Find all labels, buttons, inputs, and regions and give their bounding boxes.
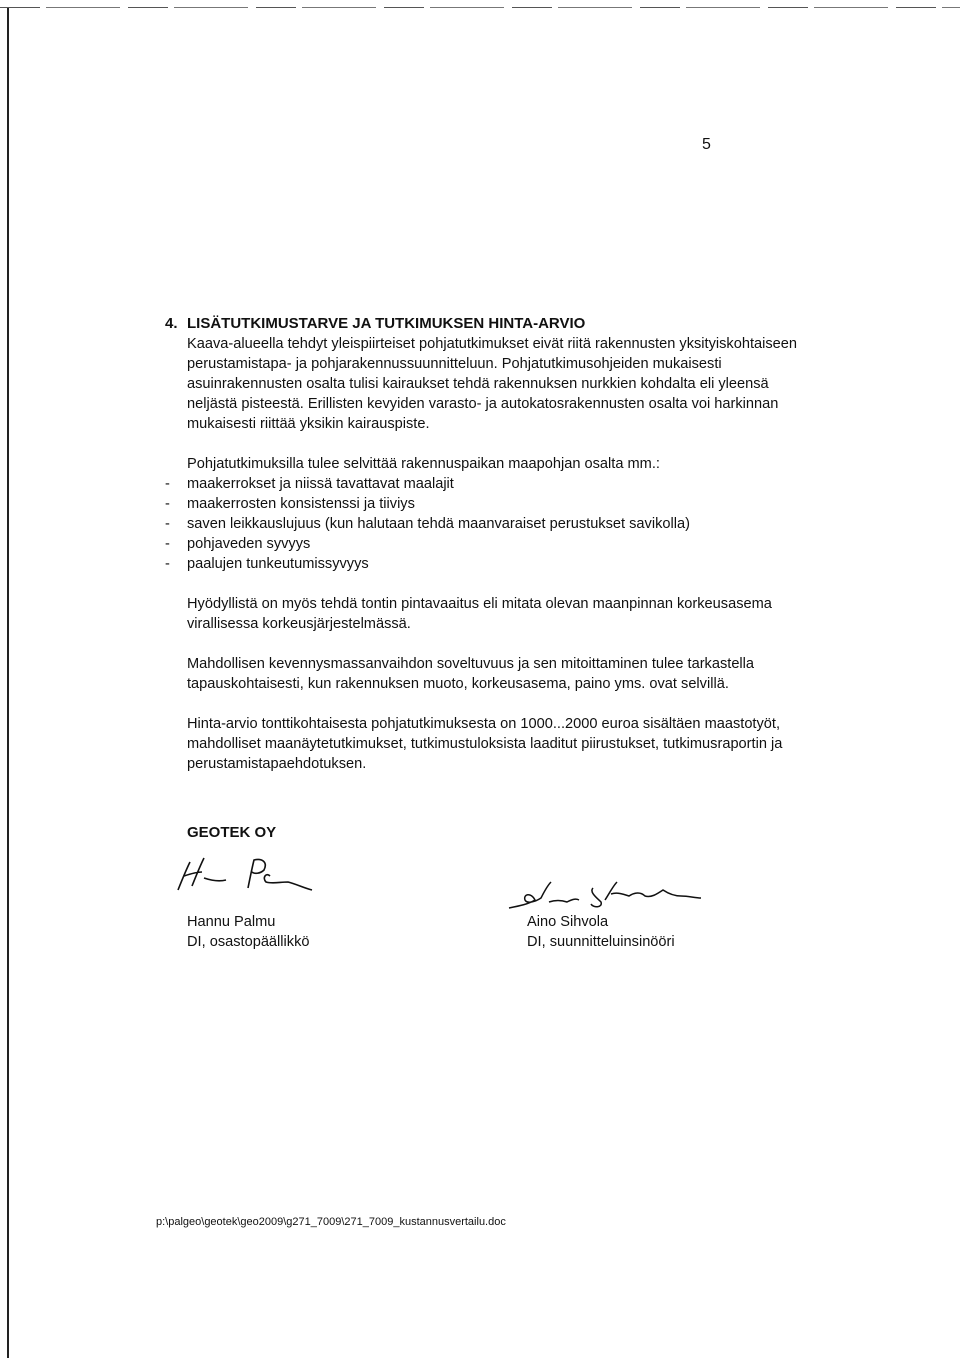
- price-estimate-paragraph: [165, 714, 845, 774]
- list-item-text: maakerrosten konsistenssi ja tiiviys: [187, 496, 415, 512]
- section-heading: [165, 314, 845, 334]
- signature-right: [505, 878, 705, 914]
- intro-line: mukaisesti riittää yksikin kairauspiste.: [187, 416, 430, 432]
- paragraph-line: mahdolliset maanäytetutkimukset, tutkimustuloksista laaditut piirustukset, tutkimusraportin ja: [187, 736, 783, 752]
- intro-line: neljästä pisteestä. Erillisten kevyiden varasto- ja autokatosrakennusten osalta voi harkinnan: [187, 396, 779, 412]
- list-item-text: saven leikkauslujuus (kun halutaan tehdä maanvaraiset perustukset savikolla): [187, 516, 690, 532]
- list-item-text: maakerrokset ja niissä tavattavat maalajit: [187, 476, 454, 492]
- paragraph-line: Mahdollisen kevennysmassanvaihdon soveltuvuus ja sen mitoittaminen tulee tarkastella: [187, 656, 755, 672]
- signature-left: [170, 852, 320, 900]
- lightweight-fill-paragraph: [165, 654, 845, 694]
- list-dash: -: [165, 476, 170, 492]
- list-item: [165, 514, 845, 534]
- list-item: [165, 474, 845, 494]
- document-body: [165, 314, 845, 774]
- list-item: [165, 554, 845, 574]
- intro-line: perustamistapa- ja pohjarakennussuunnitteluun. Pohjatutkimusohjeiden mukaisesti: [187, 356, 722, 372]
- intro-line: Kaava-alueella tehdyt yleispiirteiset pohjatutkimukset eivät riitä rakennusten yksityiskohtaiseen: [187, 336, 798, 352]
- company-name: GEOTEK OY: [187, 824, 277, 841]
- signatory-title: DI, osastopäällikkö: [187, 934, 310, 950]
- requirements-intro: Pohjatutkimuksilla tulee selvittää rakennuspaikan maapohjan osalta mm.:: [187, 456, 660, 472]
- paragraph-line: Hinta-arvio tonttikohtaisesta pohjatutkimuksesta on 1000...2000 euroa sisältäen maastotyöt,: [187, 716, 781, 732]
- signatory-name: Aino Sihvola: [527, 914, 609, 930]
- list-item: [165, 494, 845, 514]
- paragraph-line: virallisessa korkeusjärjestelmässä.: [187, 616, 411, 632]
- intro-line: asuinrakennusten osalta tulisi kairaukset tehdä rakennuksen nurkkien kohdalta eli yleensä: [187, 376, 769, 392]
- list-dash: -: [165, 516, 170, 532]
- list-item: [165, 534, 845, 554]
- requirements-list: [165, 474, 845, 574]
- section-number: 4.: [165, 315, 178, 332]
- elevation-paragraph: [165, 594, 845, 634]
- list-item-text: paalujen tunkeutumissyvyys: [187, 556, 369, 572]
- list-dash: -: [165, 556, 170, 572]
- signatory-left: [187, 912, 310, 952]
- signatory-name: Hannu Palmu: [187, 914, 276, 930]
- list-dash: -: [165, 496, 170, 512]
- paragraph-line: Hyödyllistä on myös tehdä tontin pintavaaitus eli mitata olevan maanpinnan korkeusasema: [187, 596, 772, 612]
- list-dash: -: [165, 536, 170, 552]
- list-item-text: pohjaveden syvyys: [187, 536, 311, 552]
- intro-paragraph: [165, 334, 845, 434]
- scan-edge-left: [7, 8, 9, 1358]
- scan-edge-top: [0, 7, 960, 8]
- signatory-title: DI, suunnitteluinsinööri: [527, 934, 675, 950]
- paragraph-line: perustamistapaehdotuksen.: [187, 756, 367, 772]
- paragraph-line: tapauskohtaisesti, kun rakennuksen muoto, korkeusasema, paino yms. ovat selvillä.: [187, 676, 729, 692]
- signatory-right: [527, 912, 675, 952]
- requirements-block: [165, 454, 845, 574]
- section-title: LISÄTUTKIMUSTARVE JA TUTKIMUKSEN HINTA-ARVIO: [187, 315, 586, 332]
- footer-file-path: p:\palgeo\geotek\geo2009\g271_7009\271_7009_kustannusvertailu.doc: [156, 1216, 506, 1228]
- page-number: 5: [702, 136, 711, 153]
